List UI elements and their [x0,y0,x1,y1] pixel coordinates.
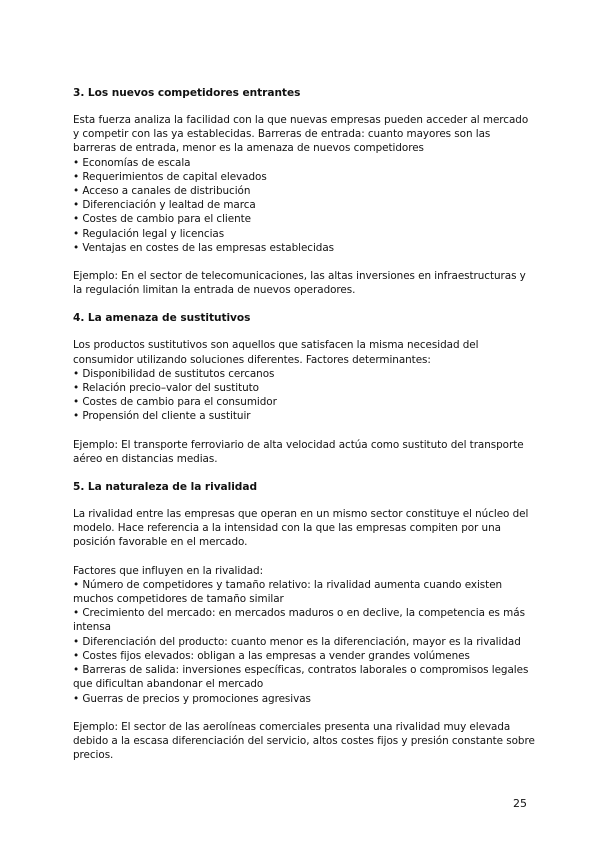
list-item: • Diferenciación y lealtad de marca [73,199,256,212]
section-new-entrants [73,86,535,297]
list-item: • Costes de cambio para el consumidor [73,396,277,409]
factors-label: Factores que influyen en la rivalidad: [73,564,264,577]
list-item: • Costes de cambio para el cliente [73,213,251,226]
list-item: • Relación precio–valor del sustituto [73,382,259,395]
section-heading: 4. La amenaza de sustitutivos [73,312,251,325]
list-item: • Ventajas en costes de las empresas establecidas [73,241,335,254]
page-number: 25 [513,797,527,810]
list-item: • Número de competidores y tamaño relativo: la rivalidad aumenta cuando existen muchos competidores de tamaño similar [73,578,503,606]
section-example: Ejemplo: El transporte ferroviario de alta velocidad actúa como sustituto del transporte aéreo en distancias medias. [73,438,524,465]
list-item: • Guerras de precios y promociones agresivas [73,692,311,705]
list-item: • Diferenciación del producto: cuanto menor es la diferenciación, mayor es la rivalidad [73,635,521,648]
list-item: • Crecimiento del mercado: en mercados maduros o en declive, la competencia es más intensa [73,607,525,634]
bullet-list [73,367,535,424]
list-item: • Barreras de salida: inversiones específicas, contratos laborales o compromisos legales que dificultan abandonar el mercado [73,664,529,691]
list-item: • Disponibilidad de sustitutos cercanos [73,367,275,380]
section-intro: La rivalidad entre las empresas que operan en un mismo sector constituye el núcleo del modelo. Hace referencia a la intensidad con la que las empresas compiten por una posición favorable en el mercado. [73,508,529,549]
section-intro: Los productos sustitutivos son aquellos que satisfacen la misma necesidad del consumidor utilizando soluciones diferentes. Factores determinantes: [73,339,479,366]
list-item: • Propensión del cliente a sustituir [73,410,251,423]
list-item: • Regulación legal y licencias [73,227,225,240]
section-heading: 3. Los nuevos competidores entrantes [73,87,301,99]
list-item: • Requerimientos de capital elevados [73,170,267,183]
section-substitutes [73,311,535,466]
section-example: Ejemplo: En el sector de telecomunicaciones, las altas inversiones en infraestructuras y la regulación limitan la entrada de nuevos operadores. [73,270,526,297]
section-example: Ejemplo: El sector de las aerolíneas comerciales presenta una rivalidad muy elevada debido a la escasa diferenciación del servicio, altos costes fijos y presión constante sobre precios. [73,720,535,762]
list-item: • Acceso a canales de distribución [73,185,251,198]
section-heading: 5. La naturaleza de la rivalidad [73,481,257,494]
list-item: • Economías de escala [73,156,191,169]
list-item: • Costes fijos elevados: obligan a las empresas a vender grandes volúmenes [73,649,470,662]
document-page [73,86,535,762]
section-rivalry [73,480,535,762]
section-intro: Esta fuerza analiza la facilidad con la que nuevas empresas pueden acceder al mercado y competir con las ya establecidas. Barreras de entrada: cuanto mayores son las barreras de entrada, menor es la amenaza de nuevos competidores [73,114,529,155]
bullet-list [73,578,535,706]
bullet-list [73,156,535,255]
